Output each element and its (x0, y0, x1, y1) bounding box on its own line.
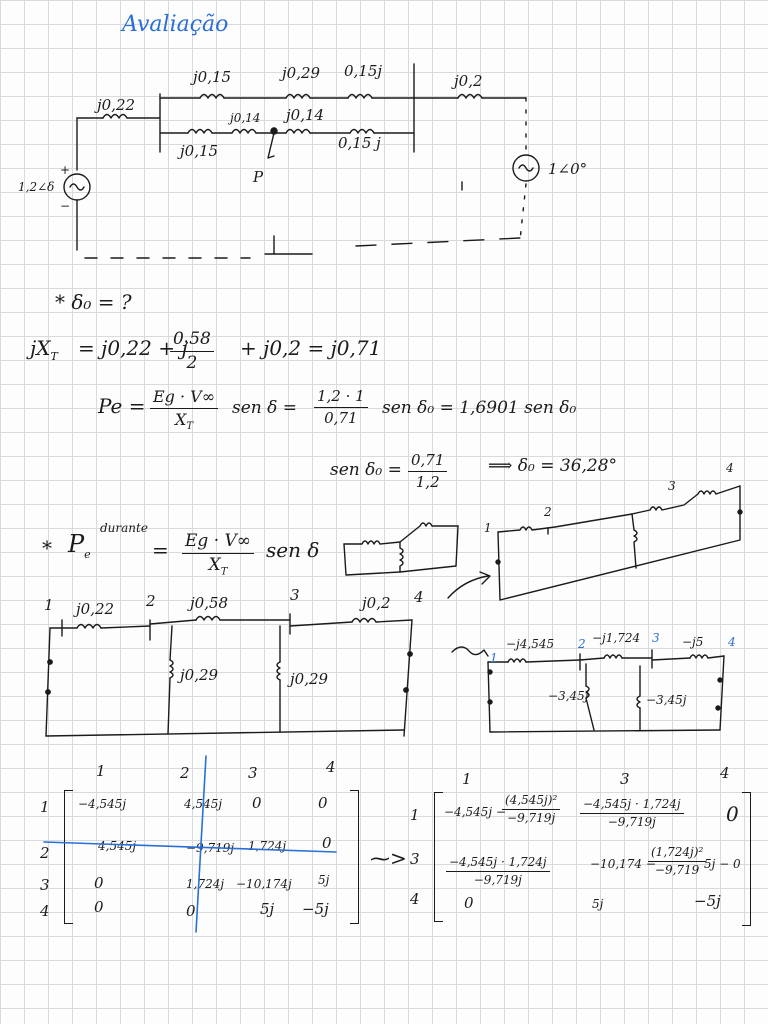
durante-superscript: durante (100, 521, 148, 535)
m2-r1c3-den: −9,719j (607, 815, 656, 830)
fault-point-label: P (253, 168, 264, 186)
m2-r3c3-frac (648, 846, 706, 877)
m1-row-header-2: 2 (40, 844, 50, 862)
pe-rhs: sen δ₀ = 1,6901 sen δ₀ (382, 398, 577, 418)
m2-bracket-left (434, 792, 443, 922)
m2-r1c1-den: −9,719j (507, 811, 556, 826)
m1-cell-4-2: 0 (186, 902, 196, 920)
m1-cell-1-1: −4,545j (78, 797, 127, 811)
m1-row-header-3: 3 (40, 876, 50, 894)
m1-cell-2-3: 1,724j (248, 839, 287, 853)
xt-fraction-num: 0,58 (170, 330, 214, 352)
z-bot-left-a-label: j0,14 (230, 111, 261, 125)
xt-mid: = j0,22 + j (78, 336, 188, 360)
m1-col-header-2: 2 (180, 764, 190, 782)
m2-r1c1-num: (4,545j)² (502, 794, 560, 810)
sketch-node-4: 4 (726, 461, 734, 475)
m2-r1c3-num: −4,545j · 1,724j (580, 798, 684, 814)
c2-shunt-2: j0,29 (180, 666, 219, 684)
m1-col-header-4: 4 (326, 758, 336, 776)
xt-fraction-den: 2 (186, 352, 198, 373)
m1-cell-4-4: −5j (302, 900, 329, 918)
m2-r4c3: 5j (592, 897, 604, 911)
c3-y34: −j5 (682, 635, 704, 649)
m1-cell-3-2: 1,724j (186, 877, 225, 891)
pe-fraction-num: Eg · V∞ (150, 388, 218, 409)
source-minus: − (60, 199, 71, 213)
m2-r4c4: −5j (694, 892, 721, 910)
c3-node-2: 2 (578, 637, 586, 651)
c3-y12: −j4,545 (506, 637, 555, 651)
c2-z23: j0,58 (190, 594, 229, 612)
m1-cell-3-1: 0 (94, 874, 104, 892)
sketch-node-2: 2 (544, 505, 552, 519)
sen-fraction-den: 1,2 (415, 472, 440, 491)
c3-node-1: 1 (490, 651, 498, 665)
xt-lhs: $jX_T$ (30, 336, 58, 363)
z-top-left-label: j0,15 (193, 68, 232, 86)
c3-node-3: 3 (652, 631, 660, 645)
m2-col-header-3: 3 (620, 770, 630, 788)
pe-sen: sen δ = (232, 398, 298, 418)
source-right-label: 1∠0° (548, 160, 588, 178)
c3-y23: −j1,724 (592, 631, 641, 645)
m1-cell-2-1: 4,545j (98, 839, 137, 853)
m2-r3c1-frac (446, 856, 550, 887)
pe-fraction-den: $X_T$ (175, 409, 194, 432)
sketch-node-1: 1 (484, 521, 492, 535)
m1-cell-2-4: 0 (322, 834, 332, 852)
c2-node-3: 3 (290, 586, 300, 604)
xt-rhs: + j0,2 = j0,71 (240, 336, 382, 360)
m1-cell-1-2: 4,545j (184, 797, 223, 811)
c2-z34: j0,2 (362, 594, 391, 612)
c2-shunt-3: j0,29 (290, 670, 329, 688)
delta-question: * δ₀ = ? (55, 290, 132, 314)
m2-r1c1-a: −4,545j − (444, 805, 506, 819)
m2-bracket-right (742, 792, 751, 926)
durante-rhs: sen δ (266, 538, 320, 562)
m2-col-header-4: 4 (720, 764, 730, 782)
c2-node-1: 1 (44, 596, 54, 614)
m1-cell-1-4: 0 (318, 794, 328, 812)
m1-cell-4-1: 0 (94, 898, 104, 916)
m2-r3c1-num: −4,545j · 1,724j (446, 856, 550, 872)
c3-y3-shunt: −3,45j (646, 693, 687, 707)
z-top-mid-label: j0,29 (282, 64, 321, 82)
durante-fraction-den: $X_T$ (208, 554, 228, 578)
durante-star: * (42, 536, 52, 560)
c2-node-2: 2 (146, 592, 156, 610)
m1-row-header-1: 1 (40, 798, 50, 816)
sen-fraction-num: 0,71 (408, 452, 447, 472)
m2-r3c1-den: −9,719j (473, 873, 522, 888)
durante-equals: = (152, 538, 169, 562)
m1-row-header-4: 4 (40, 902, 50, 920)
sen-lhs: sen δ₀ = (330, 460, 402, 480)
pe-fraction-2-den: 0,71 (324, 408, 358, 427)
m1-cell-3-4: 5j (318, 873, 330, 887)
z-top-right-label: 0,15j (344, 62, 383, 80)
sketch-node-3: 3 (668, 479, 676, 493)
z-right-label: j0,2 (454, 72, 483, 90)
source-left-label: 1,2∠δ (18, 180, 55, 194)
m2-r1c4: 0 (726, 802, 739, 826)
m2-r1c3-frac (580, 798, 684, 829)
m2-col-header-1: 1 (462, 770, 472, 788)
durante-fraction-num: Eg · V∞ (182, 532, 254, 554)
m1-col-header-3: 3 (248, 764, 258, 782)
c2-z12: j0,22 (76, 600, 115, 618)
m2-r3c3-num: (1,724j)² (648, 846, 706, 862)
c3-y2-shunt: −3,45j (548, 689, 589, 703)
c3-node-4: 4 (728, 635, 736, 649)
pe-fraction-2-num: 1,2 · 1 (314, 388, 368, 408)
c2-node-4: 4 (414, 588, 424, 606)
m2-r4c1: 0 (464, 894, 474, 912)
m2-row-header-3: 3 (410, 850, 420, 868)
m1-cell-2-2: −9,719j (186, 841, 235, 855)
z-line-label: j0,22 (97, 96, 136, 114)
page-title: Avaliação (122, 12, 229, 37)
m1-cell-1-3: 0 (252, 794, 262, 812)
m2-r1c1-frac (502, 794, 560, 825)
m1-cell-4-3: 5j (260, 900, 275, 918)
sen-rhs: ⟹ δ₀ = 36,28° (488, 456, 618, 476)
z-bot-mid-label: j0,14 (286, 106, 325, 124)
m1-cell-3-3: −10,174j (236, 877, 292, 891)
m2-row-header-4: 4 (410, 890, 420, 908)
pe-lhs: Pe = (98, 394, 146, 418)
source-plus: + (60, 163, 71, 177)
reduction-arrow: ⁓> (370, 846, 407, 870)
m2-r3c3-a: −10,174 − (590, 857, 656, 871)
m2-row-header-1: 1 (410, 806, 420, 824)
z-bot-right-label: 0,15 j (338, 134, 381, 152)
m2-r3c3-den: −9,719 (654, 863, 700, 878)
m2-r3c4: 5j − 0 (704, 857, 741, 871)
m1-col-header-1: 1 (96, 762, 106, 780)
durante-pe: $P_e$ (68, 530, 91, 561)
z-bot-left-b-label: j0,15 (180, 142, 219, 160)
